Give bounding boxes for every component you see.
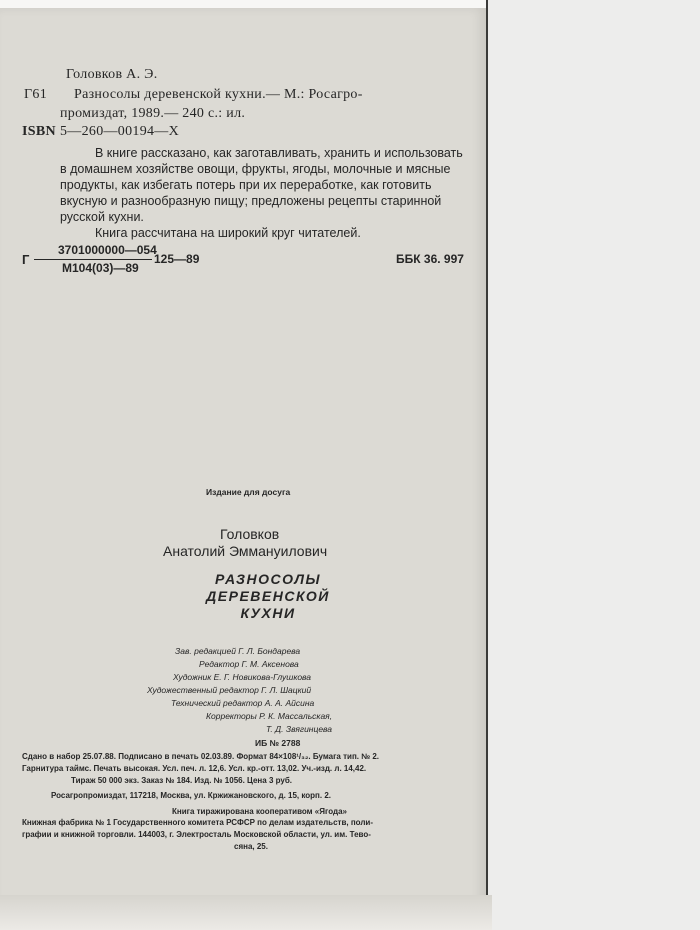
annotation-line: продукты, как избегать потерь при их переработке, как готовить <box>60 178 432 192</box>
factory-line: Книжная фабрика № 1 Государственного комитета РСФСР по делам издательств, поли- <box>22 818 373 827</box>
title-line-2: промиздат, 1989.— 240 с.: ил. <box>60 106 246 121</box>
annotation-line: русской кухни. <box>60 210 144 224</box>
ib-number: ИБ № 2788 <box>255 738 301 748</box>
annotation-line: вкусную и разнообразную пищу; предложены рецепты старинной <box>60 194 442 208</box>
credit-line: Корректоры Р. К. Массальская, <box>206 711 333 721</box>
credit-line: Т. Д. Звягинцева <box>266 724 333 734</box>
annotation-line: в домашнем хозяйстве овощи, фрукты, ягоды, молочные и мясные <box>60 162 451 176</box>
credit-line: Зав. редакцией Г. Л. Бондарева <box>175 646 301 656</box>
page-bottom-edge <box>0 895 492 930</box>
book-title-line: КУХНИ <box>240 605 296 621</box>
series-label: Издание для досуга <box>206 487 291 497</box>
credit-line: Художественный редактор Г. Л. Шацкий <box>147 685 312 695</box>
fraction-line <box>34 259 152 260</box>
author-surname: Головков <box>220 526 280 542</box>
print-line: Тираж 50 000 экз. Заказ № 184. Изд. № 1056. Цена 3 руб. <box>71 776 293 785</box>
book-title-line: ДЕРЕВЕНСКОЙ <box>206 588 330 604</box>
print-line: Сдано в набор 25.07.88. Подписано в печать 02.03.89. Формат 84×108¹/₃₂. Бумага тип. № 2. <box>22 752 380 761</box>
classification-denominator: М104(03)—89 <box>62 261 139 275</box>
factory-line: графии и книжной торговли. 144003, г. Электросталь Московской области, ул. им. Тево- <box>22 830 371 839</box>
isbn-value: 5—260—00194—Х <box>60 124 180 139</box>
isbn-label: ISBN <box>22 124 56 139</box>
factory-line: сяна, 25. <box>234 842 268 851</box>
publisher-address: Росагропромиздат, 117218, Москва, ул. Кржижановского, д. 15, корп. 2. <box>51 791 331 800</box>
right-page <box>486 0 700 930</box>
classification-letter: Г <box>22 252 30 267</box>
cooperative-line: Книга тиражирована кооперативом «Ягода» <box>172 807 347 816</box>
author-fullname: Анатолий Эммануилович <box>163 543 328 559</box>
classification-numerator: 3701000000—054 <box>58 243 157 257</box>
call-number: Г61 <box>24 87 47 102</box>
book-title-line: РАЗНОСОЛЫ <box>215 571 321 587</box>
print-line: Гарнитура таймс. Печать высокая. Усл. печ. л. 12,6. Усл. кр.-отт. 13,02. Уч.-изд. л. 14,42. <box>22 764 367 773</box>
author-line: Головков А. Э. <box>66 67 158 82</box>
credit-line: Художник Е. Г. Новикова-Глушкова <box>173 672 312 682</box>
annotation-line: В книге рассказано, как заготавливать, хранить и использовать <box>95 146 463 160</box>
credit-line: Редактор Г. М. Аксенова <box>199 659 299 669</box>
bbk-code: ББК 36. 997 <box>396 252 464 266</box>
credit-line: Технический редактор А. А. Айсина <box>171 698 315 708</box>
left-page <box>0 8 486 908</box>
title-line-1: Разносолы деревенской кухни.— М.: Росагро- <box>74 87 363 102</box>
classification-suffix: 125—89 <box>154 252 200 266</box>
annotation-line: Книга рассчитана на широкий круг читателей. <box>95 226 361 240</box>
